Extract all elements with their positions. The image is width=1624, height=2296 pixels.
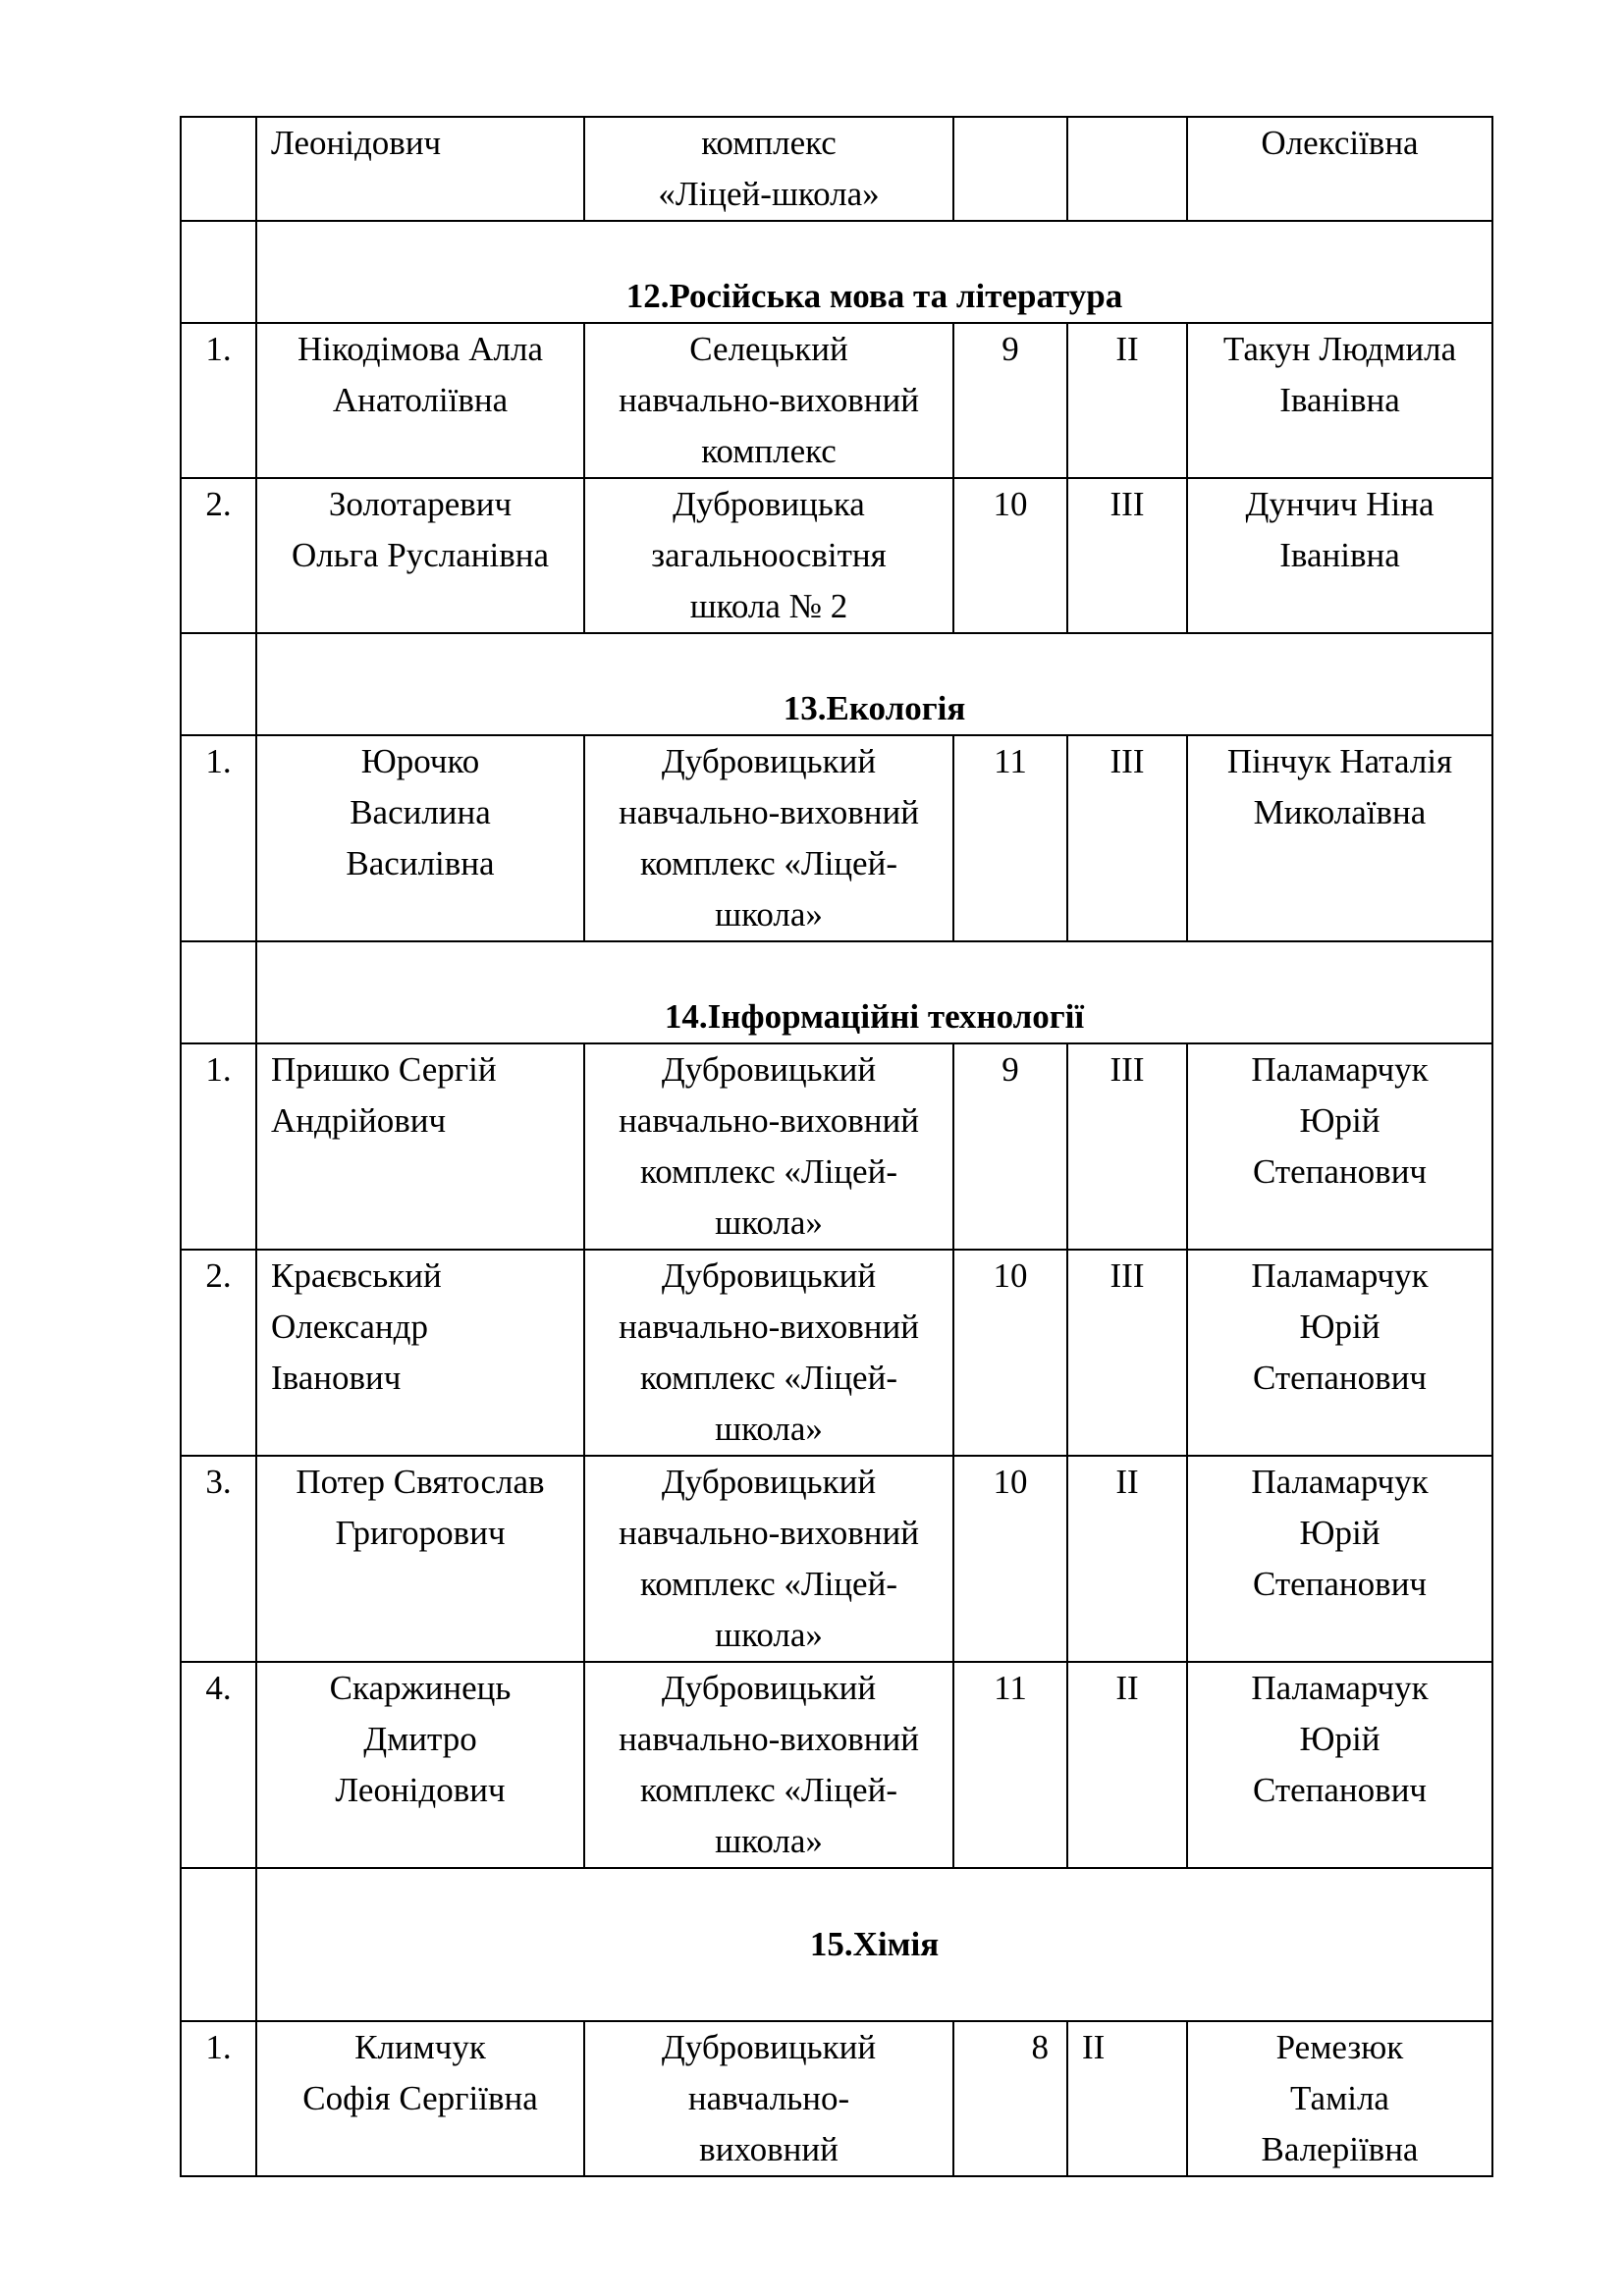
school-name: Селецький навчально-виховний комплекс [584,323,953,478]
section-title: 13.Екологія [256,633,1492,735]
school-name: Дубровицький навчально-виховний комплекс «Ліцей- школа» [584,1456,953,1662]
empty-cell [181,221,256,323]
student-name: Климчук Софія Сергіївна [256,2021,584,2176]
grade: 10 [953,478,1067,633]
results-table [180,116,1493,2177]
table-row [181,1043,1492,1250]
table-row [181,1250,1492,1456]
school-name: Дубровицький навчально- виховний [584,2021,953,2176]
section-title: 12.Російська мова та література [256,221,1492,323]
place: II [1067,323,1187,478]
grade [953,117,1067,221]
table-row [181,735,1492,941]
student-name: Потер Святослав Григорович [256,1456,584,1662]
school-name: Дубровицька загальноосвітня школа № 2 [584,478,953,633]
section-heading-row [181,633,1492,735]
teacher-name: Дунчич Ніна Іванівна [1187,478,1492,633]
grade: 11 [953,735,1067,941]
place: II [1067,2021,1187,2176]
teacher-name: Паламарчук Юрій Степанович [1187,1043,1492,1250]
section-heading-row [181,221,1492,323]
place: II [1067,1662,1187,1868]
school-name: комплекс «Ліцей-школа» [584,117,953,221]
student-name: Краєвський Олександр Іванович [256,1250,584,1456]
row-number: 1. [181,1043,256,1250]
grade: 10 [953,1456,1067,1662]
teacher-name: Паламарчук Юрій Степанович [1187,1250,1492,1456]
teacher-name: Пінчук Наталія Миколаївна [1187,735,1492,941]
grade: 10 [953,1250,1067,1456]
place: II [1067,1456,1187,1662]
section-heading-row [181,941,1492,1043]
section-title: 14.Інформаційні технології [256,941,1492,1043]
row-number: 3. [181,1456,256,1662]
row-number: 1. [181,735,256,941]
table-row [181,478,1492,633]
section-title: 15.Хімія [256,1868,1492,2021]
student-name: Юрочко Василина Василівна [256,735,584,941]
student-name: Леонідович [256,117,584,221]
school-name: Дубровицький навчально-виховний комплекс «Ліцей- школа» [584,1043,953,1250]
school-name: Дубровицький навчально-виховний комплекс «Ліцей- школа» [584,1662,953,1868]
grade: 9 [953,1043,1067,1250]
table-row [181,323,1492,478]
place: III [1067,735,1187,941]
row-number: 4. [181,1662,256,1868]
row-number: 1. [181,323,256,478]
teacher-name: Паламарчук Юрій Степанович [1187,1662,1492,1868]
table-row [181,2021,1492,2176]
teacher-name: Такун Людмила Іванівна [1187,323,1492,478]
row-number [181,117,256,221]
place [1067,117,1187,221]
grade: 8 [953,2021,1067,2176]
section-heading-row [181,1868,1492,2021]
teacher-name: Ремезюк Таміла Валеріївна [1187,2021,1492,2176]
table-row [181,1456,1492,1662]
place: III [1067,478,1187,633]
teacher-name: Паламарчук Юрій Степанович [1187,1456,1492,1662]
table-row [181,117,1492,221]
place: III [1067,1043,1187,1250]
empty-cell [181,1868,256,2021]
student-name: Золотаревич Ольга Русланівна [256,478,584,633]
teacher-name: Олексіївна [1187,117,1492,221]
school-name: Дубровицький навчально-виховний комплекс «Ліцей- школа» [584,1250,953,1456]
student-name: Нікодімова Алла Анатоліївна [256,323,584,478]
row-number: 1. [181,2021,256,2176]
row-number: 2. [181,478,256,633]
grade: 9 [953,323,1067,478]
student-name: Пришко Сергій Андрійович [256,1043,584,1250]
empty-cell [181,941,256,1043]
table-row [181,1662,1492,1868]
empty-cell [181,633,256,735]
place: III [1067,1250,1187,1456]
row-number: 2. [181,1250,256,1456]
school-name: Дубровицький навчально-виховний комплекс «Ліцей- школа» [584,735,953,941]
student-name: Скаржинець Дмитро Леонідович [256,1662,584,1868]
grade: 11 [953,1662,1067,1868]
